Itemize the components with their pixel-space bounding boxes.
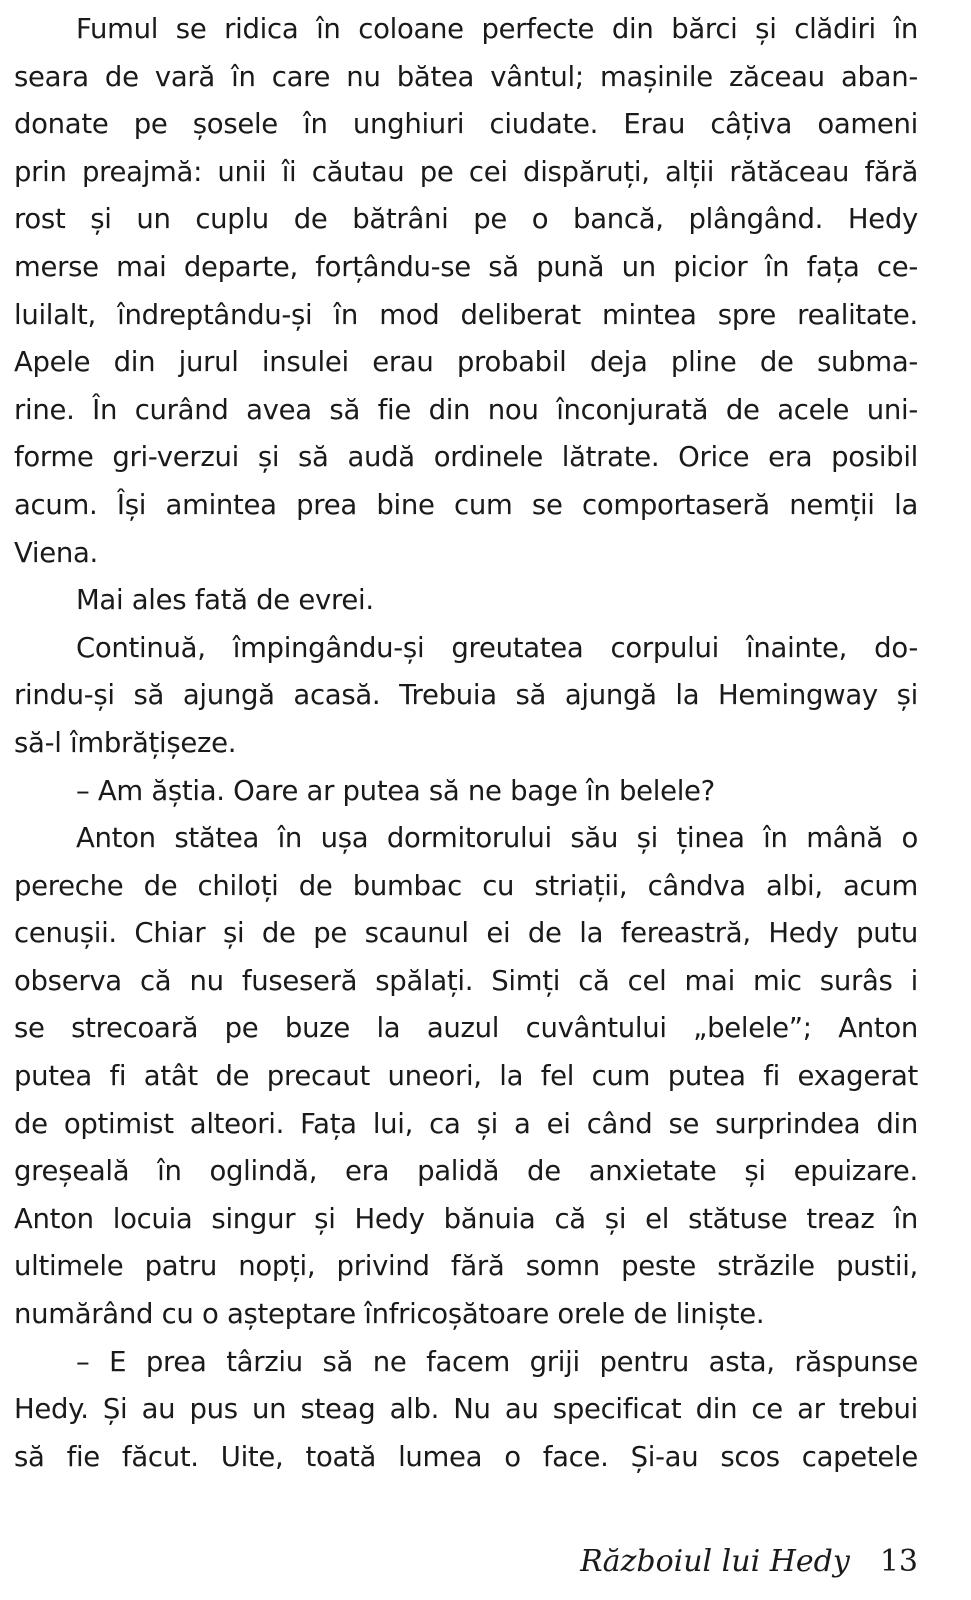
text-line: putea fi atât de precaut uneori, la fel cum putea fi exagerat [14,1060,918,1093]
page-footer [580,1536,918,1588]
text-line: se strecoară pe buze la auzul cuvântului „belele”; Anton [14,1012,918,1045]
text-line: de optimist alteori. Fața lui, ca și a ei când se surprindea din [14,1107,918,1140]
text-line: să-l îmbrățișeze. [14,726,237,759]
text-line: Apele din jurul insulei erau probabil deja pline de subma- [14,346,918,379]
text-line: acum. Își amintea prea bine cum se comportaseră nemții la [14,488,918,521]
text-line: Anton locuia singur și Hedy bănuia că și el stătuse treaz în [14,1202,918,1235]
text-line: ultimele patru nopți, privind fără somn peste străzile pustii, [14,1250,918,1283]
text-line: – Am ăștia. Oare ar putea să ne bage în belele? [76,774,715,807]
text-line: să fie făcut. Uite, toată lumea o face. Și-au scos capetele [14,1440,918,1473]
text-line: Continuă, împingându-și greutatea corpului înainte, do- [76,631,918,664]
text-line: seara de vară în care nu bătea vântul; mașinile zăceau aban- [14,60,918,93]
text-line: rost și un cuplu de bătrâni pe o bancă, plângând. Hedy [14,203,918,236]
text-line: luilalt, îndreptându-și în mod deliberat mintea spre realitate. [14,298,918,331]
text-line: merse mai departe, forțându-se să pună un picior în fața ce- [14,250,918,283]
text-line: numărând cu o așteptare înfricoșătoare orele de liniște. [14,1298,765,1331]
text-line: cenușii. Chiar și de pe scaunul ei de la fereastră, Hedy putu [14,917,918,950]
text-line: forme gri-verzui și să audă ordinele lătrate. Orice era posibil [14,441,918,474]
text-line: donate pe șosele în unghiuri ciudate. Erau câțiva oameni [14,108,918,141]
text-line: rindu-și să ajungă acasă. Trebuia să ajungă la Hemingway și [14,679,918,712]
text-line: Mai ales fată de evrei. [76,584,374,617]
text-line: observa că nu fuseseră spălați. Simți că cel mai mic surâs i [14,964,918,997]
text-line: – E prea târziu să ne facem griji pentru asta, răspunse [76,1345,918,1378]
text-line: prin preajmă: unii îi căutau pe cei dispăruți, alții rătăceau fără [14,155,918,188]
text-line: rine. În curând avea să fie din nou înconjurată de acele uni- [14,393,918,426]
running-title: Războiul lui Hedy [580,1544,850,1579]
text-line: Fumul se ridica în coloane perfecte din bărci și clădiri în [76,13,918,45]
page-number: 13 [879,1544,918,1579]
text-line: Hedy. Și au pus un steag alb. Nu au specificat din ce ar trebui [14,1393,918,1426]
text-line: Anton stătea în ușa dormitorului său și ținea în mână o [76,822,918,855]
text-line: greșeală în oglindă, era palidă de anxietate și epuizare. [14,1155,918,1188]
book-page-body [14,6,918,1481]
text-line: Viena. [14,536,98,569]
text-line: pereche de chiloți de bumbac cu striații, cândva albi, acum [14,869,918,902]
